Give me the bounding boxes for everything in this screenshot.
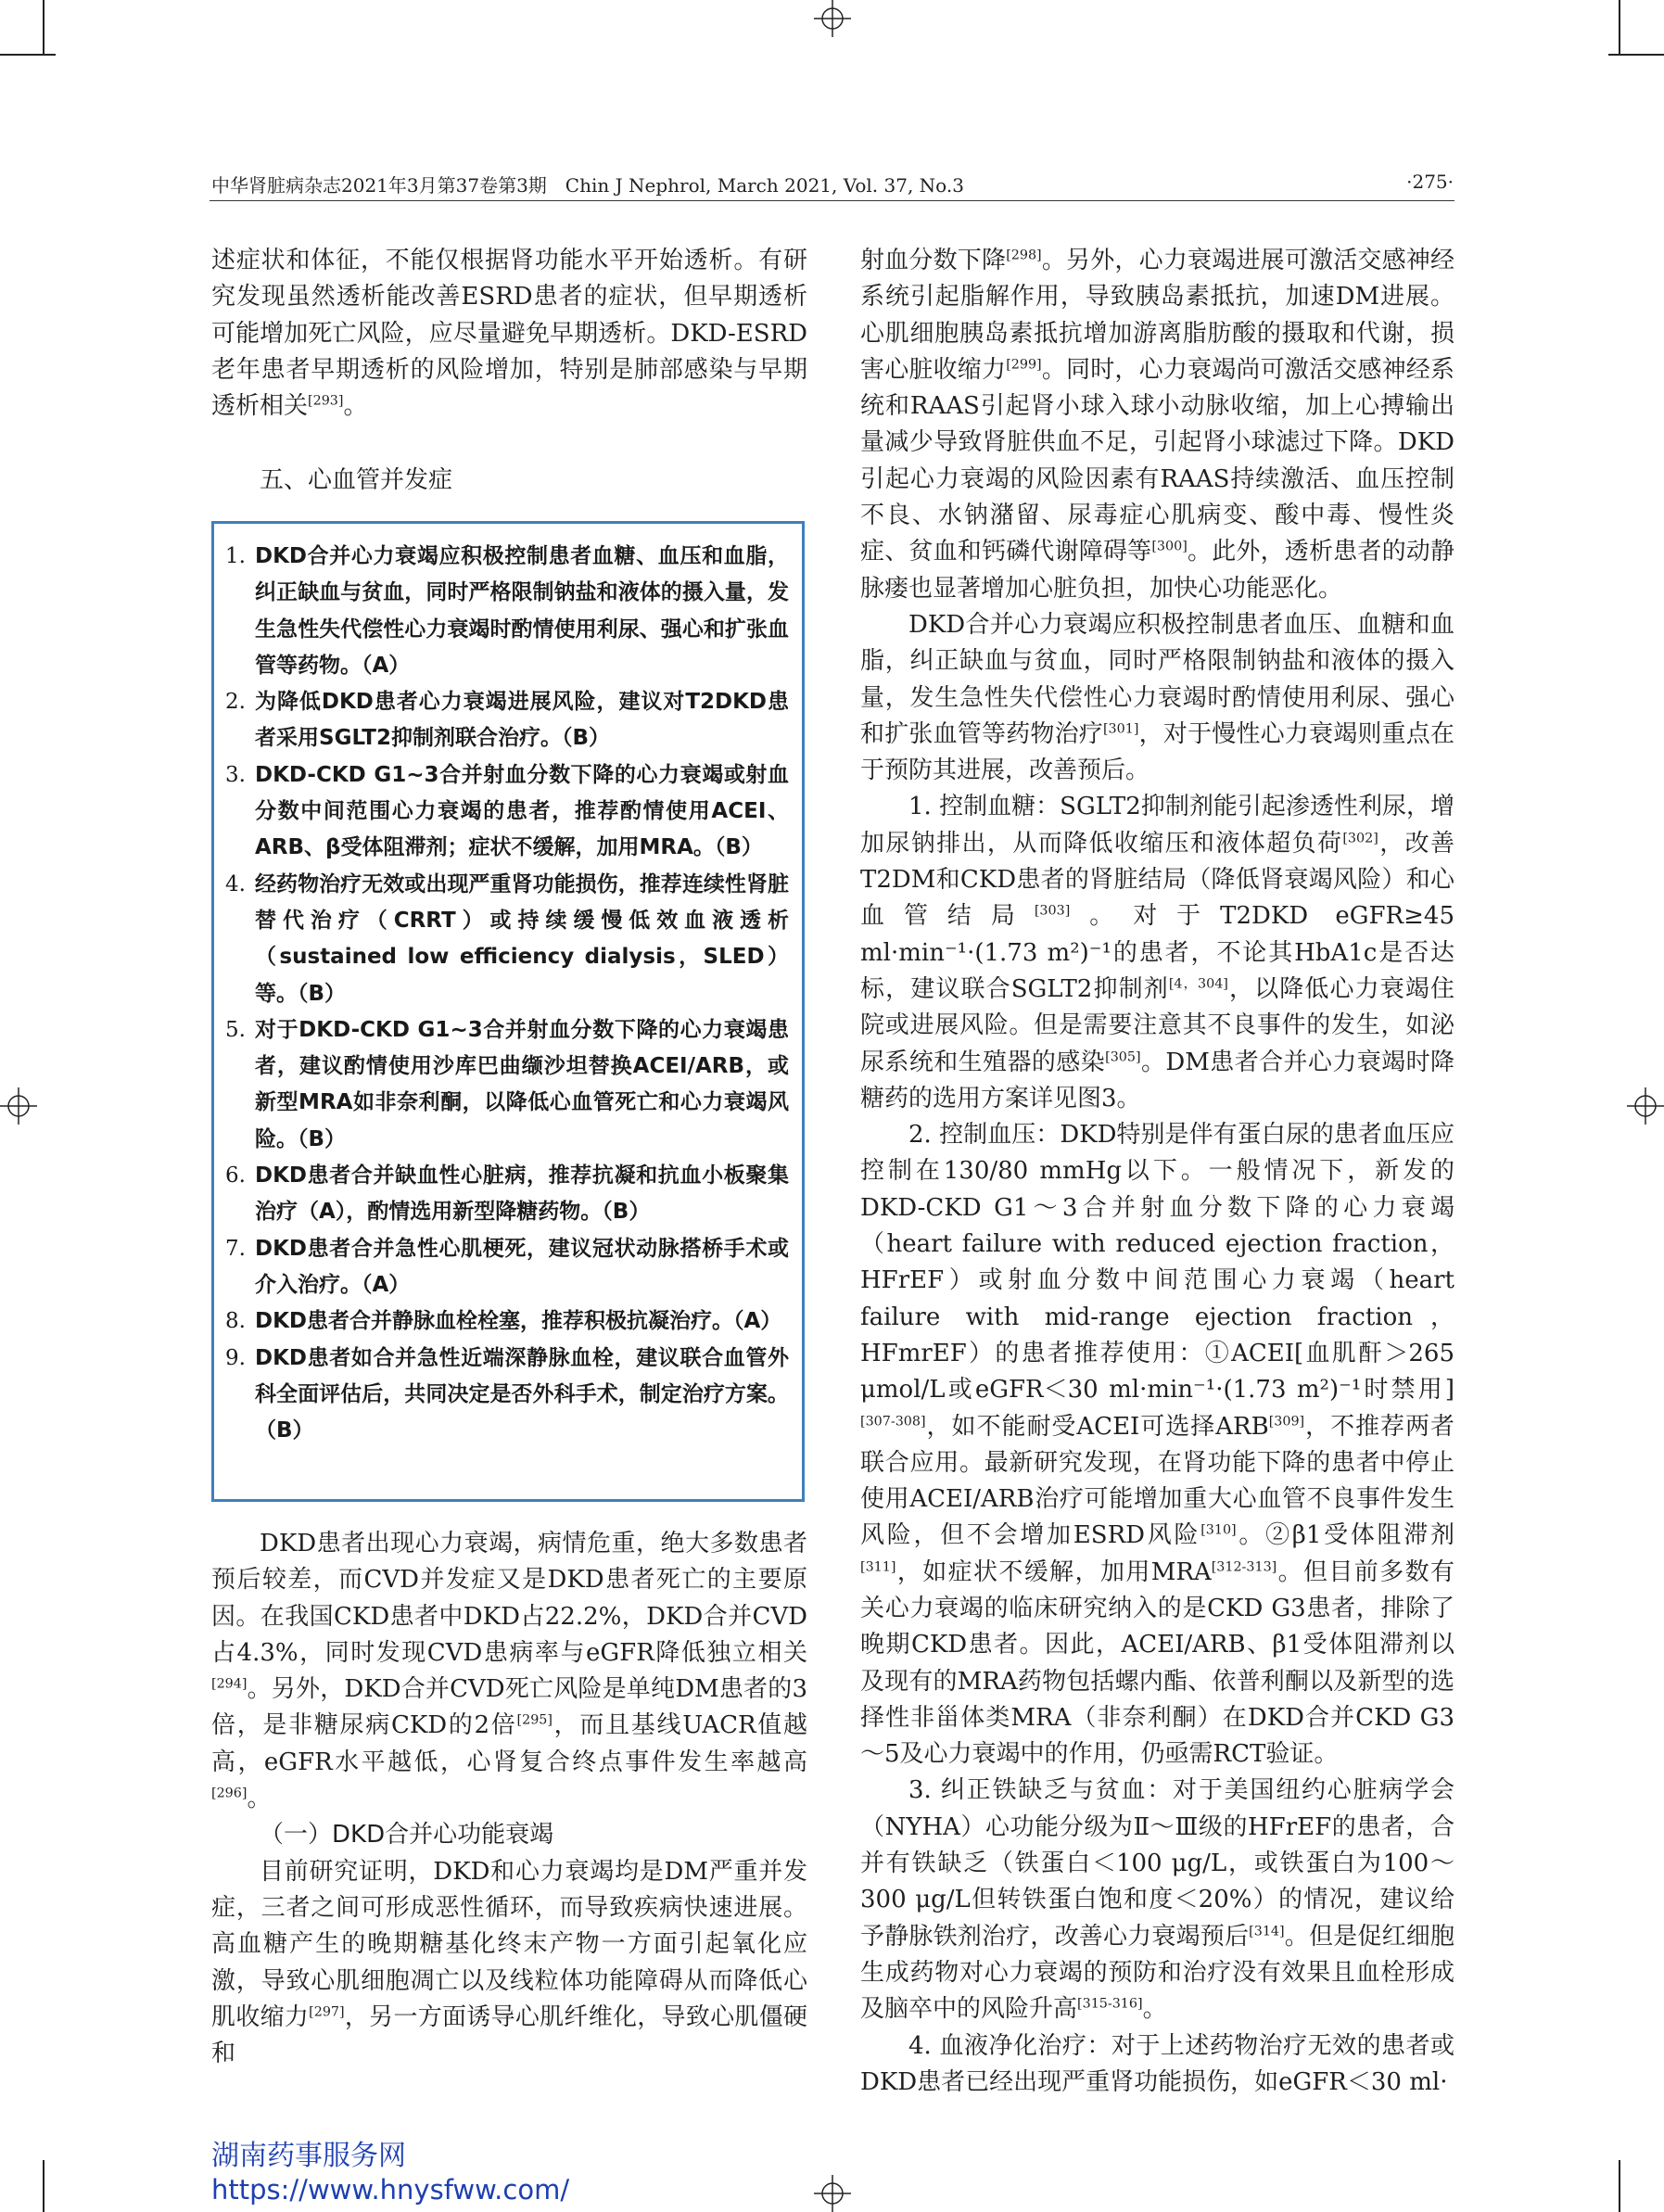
citation: [315-316] xyxy=(1077,1996,1143,2012)
citation: [307-308] xyxy=(860,1413,926,1429)
paragraph: 述症状和体征，不能仅根据肾功能水平开始透析。有研究发现虽然透析能改善ESRD患者的症状，但早期透析可能增加死亡风险，应尽量避免早期透析。DKD-ESRD老年患者早期透析的风险增加，特别是肺部感染与早期透析相关[293]。 xyxy=(211,247,807,421)
recommendation-number: 1. xyxy=(225,544,246,568)
recommendation-item xyxy=(225,867,789,1012)
recommendation-item xyxy=(225,1341,789,1450)
recommendation-text: DKD患者合并静脉血栓栓塞，推荐积极抗凝治疗。（A） xyxy=(255,1309,782,1334)
citation: [294] xyxy=(211,1676,248,1692)
journal-citation: 中华肾脏病杂志2021年3月第37卷第3期 Chin J Nephrol, March 2021, Vol. 37, No.3 xyxy=(211,174,964,197)
watermark xyxy=(211,2140,569,2206)
recommendation-number: 6. xyxy=(225,1163,246,1189)
recommendation-text: DKD-CKD G1~3合并射血分数下降的心力衰竭或射血分数中间范围心力衰竭的患者，推荐酌情使用ACEI、ARB、β受体阻滞剂；症状不缓解，加用MRA。（B） xyxy=(255,762,789,860)
registration-mark-icon xyxy=(814,0,851,37)
citation: [311] xyxy=(860,1559,896,1575)
crop-mark xyxy=(0,54,56,56)
paragraph: 1. 控制血糖：SGLT2抑制剂能引起渗透性利尿，增加尿钠排出，从而降低收缩压和液体超负荷[302]，改善T2DM和CKD患者的肾脏结局（降低肾衰竭风险）和心血管结局[303]。对于T2DKD eGFR≥45 ml·min⁻¹·(1.73 m²)⁻¹的患者，不论其HbA1c是否达标，建议联合SGLT2抑制剂[4，304]，以降低心力衰竭住院或进展风险。但是需要注意其不良事件的发生，如泌尿系统和生殖器的感染[305]。DM患者合并心力衰竭时降糖药的选用方案详见图3。 xyxy=(860,793,1454,1112)
section-title: 五、心血管并发症 xyxy=(260,466,453,494)
header-rule xyxy=(210,200,1454,201)
citation: [295] xyxy=(516,1712,553,1728)
paragraph: 2. 控制血压：DKD特别是伴有蛋白尿的患者血压应控制在130/80 mmHg以下。一般情况下，新发的DKD-CKD G1～3合并射血分数下降的心力衰竭（heart failure with reduced ejection fraction，HFrEF）或射血分数中间范围心力衰竭（heart failure with mid-range ejection fraction，HFmrEF）的患者推荐使用：①ACEI[血肌酐＞265 μmol/L或eGFR＜30 ml·min⁻¹·(1.73 m²)⁻¹时禁用][307-308]，如不能耐受ACEI可选择ARB[309]，不推荐两者联合应用。最新研究发现，在肾功能下降的患者中停止使用ACEI/ARB治疗可能增加重大心血管不良事件发生风险，但不会增加ESRD风险[310]。②β1受体阻滞剂[311]，如症状不缓解，加用MRA[312-313]。但目前多数有关心力衰竭的临床研究纳入的是CKD G3患者，排除了晚期CKD患者。因此，ACEI/ARB、β1受体阻滞剂以及现有的MRA药物包括螺内酯、依普利酮以及新型的选择性非甾体类MRA（非奈利酮）在DKD合并CKD G3～5及心力衰竭中的作用，仍亟需RCT验证。 xyxy=(860,1121,1455,1769)
right-column xyxy=(860,243,1454,2101)
recommendation-item xyxy=(225,757,789,867)
citation: [310] xyxy=(1200,1522,1237,1538)
recommendation-box xyxy=(211,521,805,1502)
recommendation-number: 7. xyxy=(225,1236,246,1261)
paragraph: 目前研究证明，DKD和心力衰竭均是DM严重并发症，三者之间可形成恶性循环，而导致疾病快速进展。高血糖产生的晚期糖基化终末产物一方面引起氧化应激，导致心肌细胞凋亡以及线粒体功能障碍从而降低心肌收缩力[297]，另一方面诱导心肌纤维化，导致心肌僵硬和 xyxy=(211,1857,807,2068)
registration-mark-icon xyxy=(1627,1087,1664,1125)
citation: [305] xyxy=(1105,1049,1141,1064)
recommendation-number: 4. xyxy=(225,871,246,896)
recommendation-text: DKD患者合并急性心肌梗死，建议冠状动脉搭桥手术或介入治疗。（A） xyxy=(255,1236,789,1297)
citation: [293] xyxy=(308,393,344,409)
recommendation-number: 9. xyxy=(225,1345,246,1370)
citation: [299] xyxy=(1006,357,1042,373)
recommendation-number: 8. xyxy=(225,1309,246,1334)
watermark-site-name: 湖南药事服务网 xyxy=(211,2140,406,2172)
citation: [303] xyxy=(1034,903,1071,919)
running-head xyxy=(211,171,1454,198)
recommendation-text: DKD患者如合并急性近端深静脉血栓，建议联合血管外科全面评估后，共同决定是否外科手术，制定治疗方案。（B） xyxy=(255,1345,789,1443)
recommendation-item xyxy=(225,1158,789,1231)
citation: [309] xyxy=(1268,1413,1305,1429)
recommendation-text: DKD患者合并缺血性心脏病，推荐抗凝和抗血小板聚集治疗（A），酌情选用新型降糖药物。（B） xyxy=(255,1163,789,1225)
citation: [314] xyxy=(1249,1924,1285,1939)
crop-mark xyxy=(1608,54,1664,56)
crop-mark xyxy=(1619,2160,1620,2212)
paragraph: DKD患者出现心力衰竭，病情危重，绝大多数患者预后较差，而CVD并发症又是DKD患者死亡的主要原因。在我国CKD患者中DKD占22.2%，DKD合并CVD占4.3%，同时发现CVD患病率与eGFR降低独立相关[294]。另外，DKD合并CVD死亡风险是单纯DM患者的3倍，是非糖尿病CKD的2倍[295]，而且基线UACR值越高，eGFR水平越低，心肾复合终点事件发生率越高[296]。 xyxy=(211,1530,807,1813)
recommendation-number: 2. xyxy=(225,690,246,715)
recommendation-item xyxy=(225,1303,789,1340)
watermark-url[interactable]: https://www.hnysfww.com/ xyxy=(211,2174,570,2206)
recommendation-number: 3. xyxy=(225,762,246,787)
citation: [298] xyxy=(1006,248,1042,263)
citation: [302] xyxy=(1342,831,1378,846)
registration-mark-icon xyxy=(0,1087,37,1125)
recommendation-text: 经药物治疗无效或出现严重肾功能损伤，推荐连续性肾脏替代治疗（CRRT）或持续缓慢低效血液透析（sustained low efficiency dialysis，SLED）等。（B） xyxy=(255,871,789,1006)
recommendation-item xyxy=(225,1231,789,1304)
subsection-heading: （一）DKD合并心功能衰竭 xyxy=(260,1821,554,1850)
registration-mark-icon xyxy=(814,2175,851,2212)
recommendation-item xyxy=(225,1012,789,1158)
recommendation-number: 5. xyxy=(225,1017,246,1042)
citation: [296] xyxy=(211,1786,248,1801)
recommendation-text: 对于DKD-CKD G1~3合并射血分数下降的心力衰竭患者，建议酌情使用沙库巴曲缬沙坦替换ACEI/ARB，或新型MRA如非奈利酮，以降低心血管死亡和心力衰竭风险。（B） xyxy=(255,1017,789,1151)
paragraph: DKD合并心力衰竭应积极控制患者血压、血糖和血脂，纠正缺血与贫血，同时严格限制钠盐和液体的摄入量，发生急性失代偿性心力衰竭时酌情使用利尿、强心和扩张血管等药物治疗[301]，对于慢性心力衰竭则重点在于预防其进展，改善预后。 xyxy=(860,610,1454,785)
recommendation-item xyxy=(225,684,789,757)
citation: [297] xyxy=(309,2004,345,2020)
citation: [312-313] xyxy=(1211,1559,1277,1575)
paragraph: 射血分数下降[298]。另外，心力衰竭进展可激活交感神经系统引起脂解作用，导致胰岛素抵抗，加速DM进展。心肌细胞胰岛素抵抗增加游离脂肪酸的摄取和代谢，损害心脏收缩力[299]。同时，心力衰竭尚可激活交感神经系统和RAAS引起肾小球入球小动脉收缩，加上心搏输出量减少导致肾脏供血不足，引起肾小球滤过下降。DKD引起心力衰竭的风险因素有RAAS持续激活、血压控制不良、水钠潴留、尿毒症心肌病变、酸中毒、慢性炎症、贫血和钙磷代谢障碍等[300]。此外，透析患者的动静脉瘘也显著增加心脏负担，加快心功能恶化。 xyxy=(860,247,1454,603)
crop-mark xyxy=(1619,0,1620,56)
paragraph: 3. 纠正铁缺乏与贫血：对于美国纽约心脏病学会（NYHA）心功能分级为Ⅱ～Ⅲ级的HFrEF的患者，合并有铁缺乏（铁蛋白＜100 μg/L，或铁蛋白为100～300 μg/L但转铁蛋白饱和度＜20%）的情况，建议给予静脉铁剂治疗，改善心力衰竭预后[314]。但是促红细胞生成药物对心力衰竭的预防和治疗没有效果且血栓形成及脑卒中的风险升高[315-316]。 xyxy=(860,1776,1454,2024)
recommendation-text: 为降低DKD患者心力衰竭进展风险，建议对T2DKD患者采用SGLT2抑制剂联合治疗。（B） xyxy=(255,690,789,751)
citation: [300] xyxy=(1151,539,1188,554)
recommendation-text: DKD合并心力衰竭应积极控制患者血糖、血压和血脂，纠正缺血与贫血，同时严格限制钠盐和液体的摄入量，发生急性失代偿性心力衰竭时酌情使用利尿、强心和扩张血管等药物。（A） xyxy=(255,544,789,678)
citation: [301] xyxy=(1102,721,1139,737)
crop-mark xyxy=(43,2160,44,2212)
crop-mark xyxy=(43,0,44,56)
citation: [4，304] xyxy=(1168,976,1228,992)
left-column-intro xyxy=(211,243,807,425)
recommendation-item xyxy=(225,539,789,684)
left-column-body xyxy=(211,1526,807,2072)
page-number: ·275· xyxy=(1406,171,1454,193)
paragraph: 4. 血液净化治疗：对于上述药物治疗无效的患者或DKD患者已经出现严重肾功能损伤，如eGFR＜30 ml· xyxy=(860,2031,1454,2096)
